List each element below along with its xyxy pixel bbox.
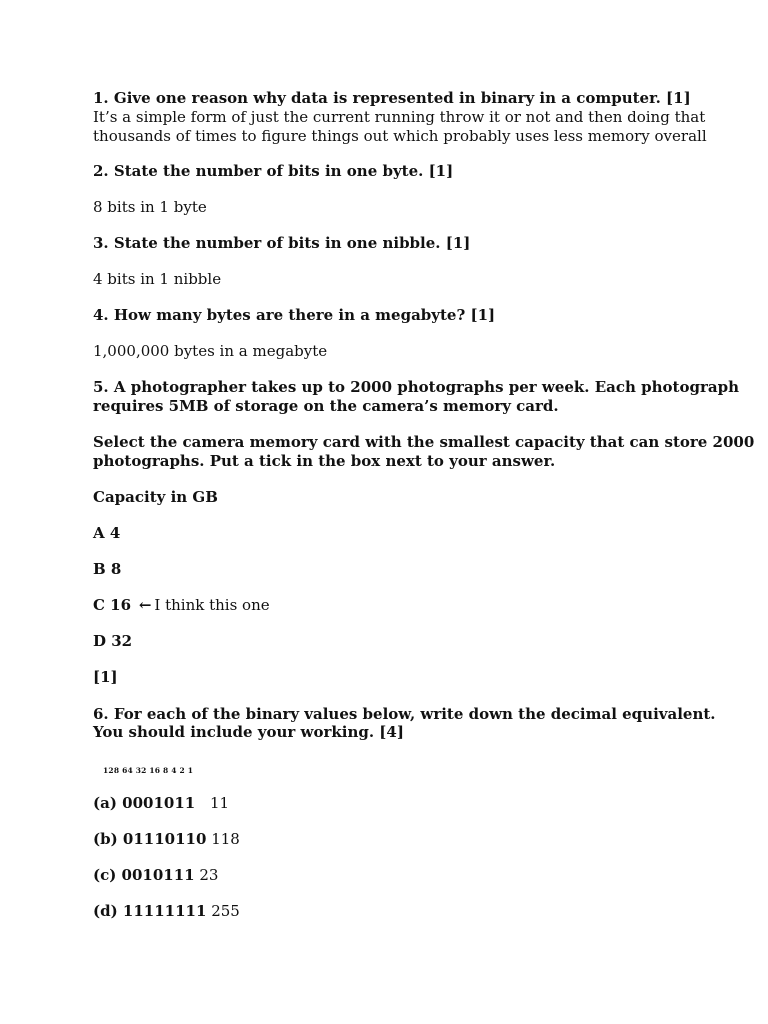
q6-item-a bbox=[93, 794, 229, 813]
q6-question-line-2: You should include your working. [4] bbox=[93, 723, 404, 741]
q6-question-line-1: 6. For each of the binary values below, write down the decimal equivalent. bbox=[93, 705, 716, 723]
q6-item-b-label: (b) 01110110 bbox=[93, 830, 207, 848]
q6-item-c bbox=[93, 866, 218, 885]
q3-answer: 4 bits in 1 nibble bbox=[93, 270, 222, 288]
q6-place-values: 128 64 32 16 8 4 2 1 bbox=[103, 766, 194, 775]
q2-question: 2. State the number of bits in one byte. [1] bbox=[93, 162, 454, 180]
q6-item-b-answer: 118 bbox=[211, 830, 240, 848]
q3-question: 3. State the number of bits in one nibble. [1] bbox=[93, 234, 471, 252]
q5-question-line-1: 5. A photographer takes up to 2000 photographs per week. Each photograph bbox=[93, 378, 739, 396]
q6-item-d-label: (d) 11111111 bbox=[93, 902, 207, 920]
q6-item-c-answer: 23 bbox=[199, 866, 219, 884]
q5-option-c bbox=[93, 596, 270, 615]
q6-item-d-answer: 255 bbox=[211, 902, 240, 920]
q2-answer: 8 bits in 1 byte bbox=[93, 198, 207, 216]
q6-item-a-label: (a) 0001011 bbox=[93, 794, 196, 812]
q6-item-d bbox=[93, 902, 240, 921]
q5-option-d: D 32 bbox=[93, 632, 133, 650]
q5-instruction-line-1: Select the camera memory card with the smallest capacity that can store 2000 bbox=[93, 433, 755, 451]
q5-capacity-header: Capacity in GB bbox=[93, 488, 218, 506]
q6-item-c-label: (c) 0010111 bbox=[93, 866, 195, 884]
left-arrow-icon: ← bbox=[138, 596, 152, 614]
q5-marks: [1] bbox=[93, 668, 118, 686]
q5-option-c-note: I think this one bbox=[154, 596, 270, 614]
q6-item-b bbox=[93, 830, 240, 849]
q5-option-a: A 4 bbox=[93, 524, 121, 542]
q1-question: 1. Give one reason why data is represented in binary in a computer. [1] bbox=[93, 89, 691, 107]
q1-answer-line-1: It’s a simple form of just the current running throw it or not and then doing that bbox=[93, 108, 706, 126]
q4-question: 4. How many bytes are there in a megabyte? [1] bbox=[93, 306, 496, 324]
q1-answer-line-2: thousands of times to figure things out which probably uses less memory overall bbox=[93, 127, 707, 145]
q5-question-line-2: requires 5MB of storage on the camera’s memory card. bbox=[93, 397, 559, 415]
q5-instruction-line-2: photographs. Put a tick in the box next to your answer. bbox=[93, 452, 556, 470]
q4-answer: 1,000,000 bytes in a megabyte bbox=[93, 342, 328, 360]
q5-option-b: B 8 bbox=[93, 560, 122, 578]
q6-item-a-answer: 11 bbox=[209, 794, 230, 812]
q5-option-c-label: C 16 bbox=[93, 596, 132, 614]
